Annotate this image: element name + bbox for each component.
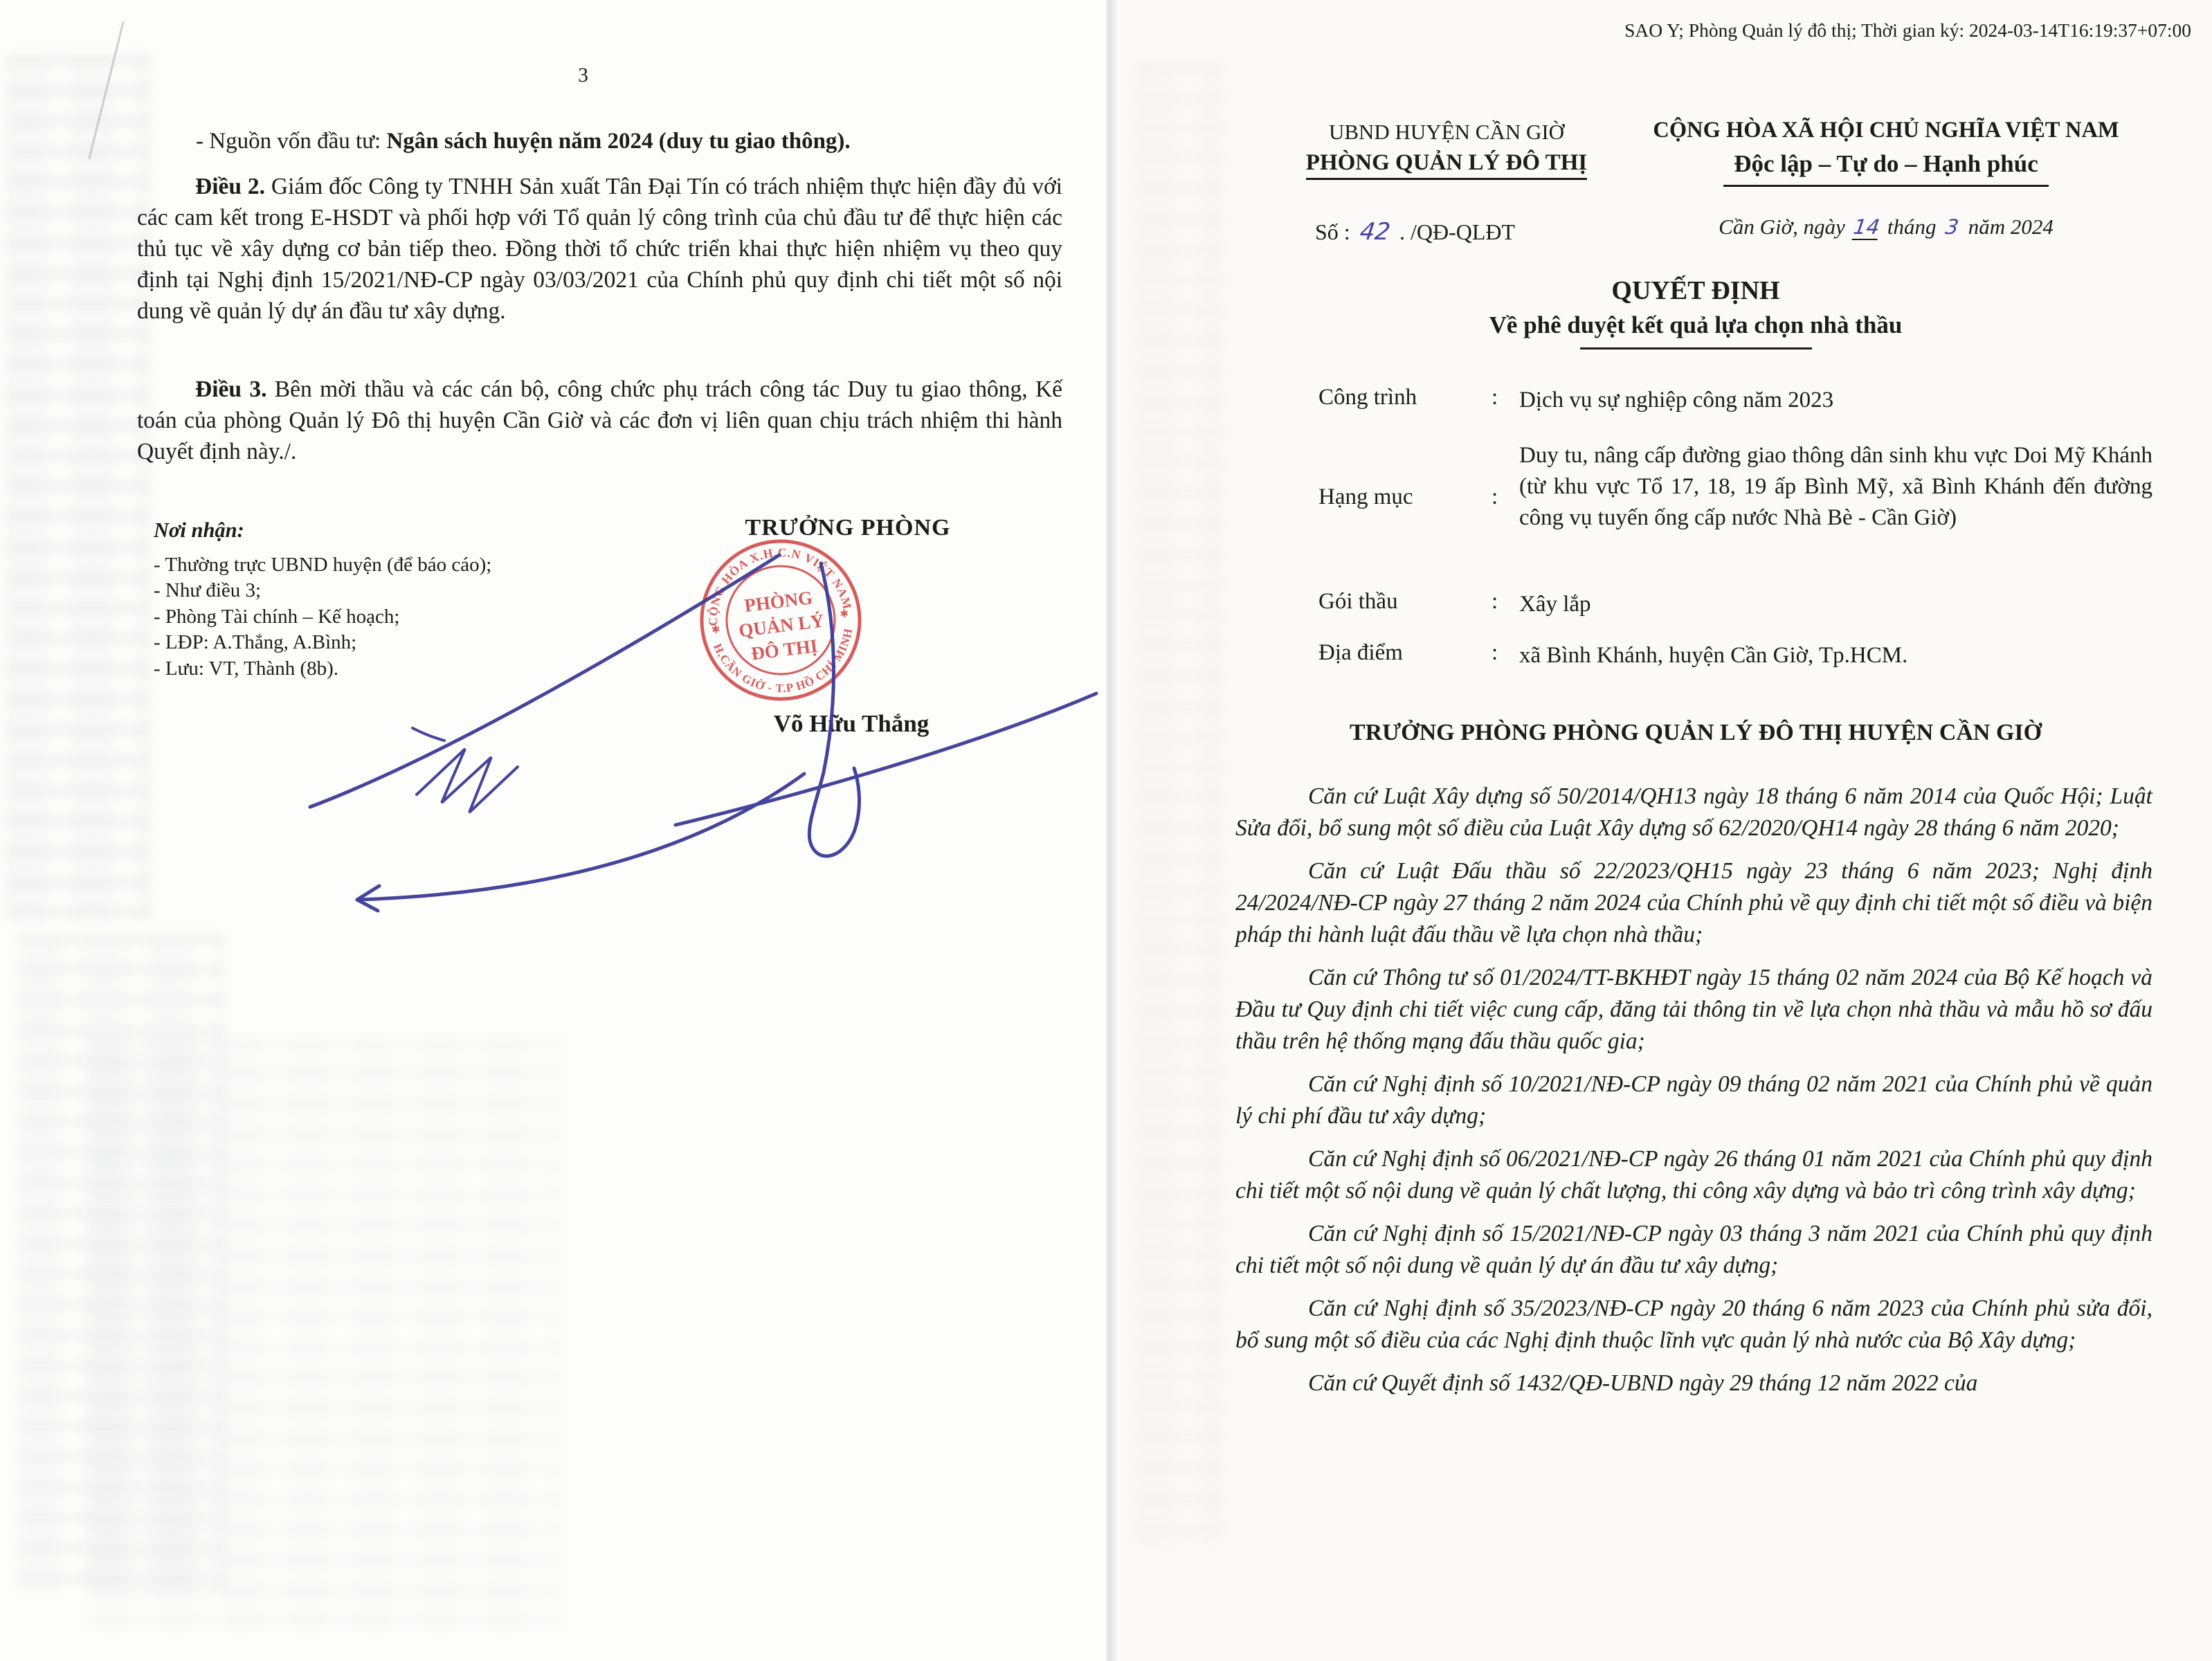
recipient-item: - Lưu: VT, Thành (8b).	[154, 657, 339, 680]
legal-basis-paragraph: Căn cứ Luật Xây dựng số 50/2014/QH13 ngày 18 tháng 6 năm 2014 của Quốc Hội; Luật Sửa đổi, bổ sung một số điều của Luật Xây dựng số 62/2020/QH14 ngày 28 tháng 6 năm 2020;	[1235, 783, 2152, 841]
dateline-prefix: Cần Giờ, ngày	[1719, 215, 1845, 239]
detail-label: Địa điểm	[1318, 640, 1403, 665]
stamp-star-icon: ✱	[839, 608, 850, 621]
stamp-center-line3: ĐÔ THỊ	[750, 635, 819, 664]
legal-basis-paragraph: Căn cứ Quyết định số 1432/QĐ-UBND ngày 29 tháng 12 năm 2022 của	[1308, 1370, 1978, 1396]
stamp-star-icon: ✱	[711, 624, 721, 637]
detail-value: xã Bình Khánh, huyện Cần Giờ, Tp.HCM.	[1519, 643, 1908, 668]
decision-title: QUYẾT ĐỊNH	[1611, 276, 1780, 305]
stamp-top-arc-text: CỘNG HÒA X.H.C.N VIỆT NAM	[705, 545, 855, 626]
scan-crease	[88, 21, 125, 160]
issuer-org	[1280, 149, 1613, 177]
sao-y-certification: SAO Y; Phòng Quản lý đô thị; Thời gian ký: 2024-03-14T16:19:37+07:00	[1624, 19, 2191, 41]
scan-bleedthrough-artifact	[18, 934, 226, 1592]
article-2-body: Giám đốc Công ty TNHH Sản xuất Tân Đại Tín có trách nhiệm thực hiện đầy đủ với các cam kết trong E-HSDT và phối hợp với Tổ quản lý công trình của chủ đầu tư để thực hiện các thủ tục về xây dựng cơ bản tiếp theo. Đồng thời tổ chức triển khai thực hiện nhiệm vụ theo quy định tại Nghị định 15/2021/NĐ-CP ngày 03/03/2021 của Chính phủ quy định chi tiết một số nội dung về quản lý dự án đầu tư xây dựng.	[137, 174, 1062, 324]
article-3-body: Bên mời thầu và các cán bộ, công chức phụ trách công tác Duy tu giao thông, Kế toán của phòng Quản lý Đô thị huyện Cần Giờ và các đơn vị liên quan chịu trách nhiệm thi hành Quyết định này./.	[137, 376, 1063, 464]
detail-colon: :	[1492, 484, 1498, 509]
dateline	[1613, 215, 2159, 240]
article-2	[137, 171, 1062, 327]
detail-value: Xây lắp	[1519, 592, 1591, 617]
funding-amount: Ngân sách huyện năm 2024 (duy tu giao thông).	[386, 129, 851, 154]
detail-colon: :	[1492, 640, 1498, 665]
article-2-lead: Điều 2.	[195, 174, 265, 199]
section-heading: TRƯỞNG PHÒNG PHÒNG QUẢN LÝ ĐÔ THỊ HUYỆN CẦN GIỜ	[1349, 720, 2042, 745]
scan-bleedthrough-artifact	[90, 1038, 561, 1626]
legal-basis-paragraph: Căn cứ Nghị định số 06/2021/NĐ-CP ngày 26 tháng 01 năm 2021 của Chính phủ quy định chi tiết một số nội dung về quản lý chất lượng, thi công xây dựng và bảo trì công trình xây dựng;	[1235, 1146, 2152, 1204]
recipient-item: - LĐP: A.Thắng, A.Bình;	[154, 631, 357, 653]
issuer-org-text: PHÒNG QUẢN LÝ ĐÔ THỊ	[1306, 150, 1587, 180]
recipient-item: - Như điều 3;	[154, 579, 262, 601]
legal-basis-paragraph: Căn cứ Nghị định số 15/2021/NĐ-CP ngày 03 tháng 3 năm 2021 của Chính phủ quy định chi tiết một số nội dung về quản lý dự án đầu tư xây dựng;	[1235, 1221, 2152, 1278]
title-underline	[1580, 347, 1812, 350]
detail-value: Duy tu, nâng cấp đường giao thông dân sinh khu vực Doi Mỹ Khánh (từ khu vực Tổ 17, 18, 19 ấp Bình Mỹ, xã Bình Khánh đến đường công vụ tuyến ống cấp nước Nhà Bè - Cần Giờ)	[1519, 443, 2152, 530]
detail-colon: :	[1492, 589, 1498, 614]
motto-block	[1613, 116, 2159, 187]
doc-number-label: Số :	[1315, 219, 1350, 244]
issuer-block	[1280, 119, 1613, 177]
funding-line	[196, 129, 851, 154]
stamp-center-line2: QUẢN LÝ	[737, 610, 826, 642]
page-seam	[1106, 0, 1117, 1661]
stamp-center-line1: PHÒNG	[743, 587, 814, 617]
signer-title: TRƯỞNG PHÒNG	[745, 515, 951, 541]
doc-number-handwritten: 42	[1357, 218, 1392, 246]
decision-subtitle: Về phê duyệt kết quả lựa chọn nhà thầu	[1489, 311, 1903, 338]
dateline-mid: tháng	[1887, 215, 1937, 239]
recipient-item: - Thường trực UBND huyện (để báo cáo);	[154, 553, 492, 576]
scan-bleedthrough-artifact	[1134, 62, 1224, 1550]
legal-basis-paragraph: Căn cứ Luật Đấu thầu số 22/2023/QH15 ngày 23 tháng 6 năm 2023; Nghị định 24/2024/NĐ-CP ngày 27 tháng 2 năm 2024 của Chính phủ về quy định chi tiết một số điều và biện pháp thi hành luật đấu thầu về lựa chọn nhà thầu;	[1235, 858, 2152, 947]
dateline-suffix: năm 2024	[1968, 215, 2054, 239]
motto-underline	[1723, 185, 2049, 187]
article-3-lead: Điều 3.	[195, 376, 267, 402]
national-motto-line2: Độc lập – Tự do – Hạnh phúc	[1734, 149, 2038, 177]
detail-label: Công trình	[1318, 385, 1417, 410]
dateline-day-handwritten: 14	[1851, 215, 1881, 239]
signature	[291, 415, 1121, 941]
legal-basis-block	[1235, 781, 2152, 1410]
stamp-bottom-arc-text: H.CẦN GIỜ - T.P HỒ CHÍ MINH	[711, 626, 855, 696]
decision-title-block	[1239, 275, 2152, 350]
legal-basis-paragraph: Căn cứ Thông tư số 01/2024/TT-BKHĐT ngày 15 tháng 02 năm 2024 của Bộ Kế hoạch và Đầu tư Quy định chi tiết việc cung cấp, đăng tải thông tin về lựa chọn nhà thầu và mẫu hồ sơ đấu thầu trên hệ thống mạng đấu thầu quốc gia;	[1235, 965, 2152, 1054]
recipients-title: Nơi nhận:	[154, 518, 244, 542]
right-page	[1107, 0, 2212, 1661]
legal-basis-paragraph: Căn cứ Nghị định số 10/2021/NĐ-CP ngày 09 tháng 02 năm 2021 của Chính phủ về quản lý chi phí đầu tư xây dựng;	[1235, 1071, 2152, 1129]
recipient-item: - Phòng Tài chính – Kế hoạch;	[154, 605, 400, 628]
doc-number-suffix: . /QĐ-QLĐT	[1399, 219, 1516, 244]
detail-label: Gói thầu	[1318, 589, 1398, 614]
page-number: 3	[578, 64, 588, 87]
legal-basis-paragraph: Căn cứ Nghị định số 35/2023/NĐ-CP ngày 20 tháng 6 năm 2023 của Chính phủ sửa đổi, bổ sung một số điều của các Nghị định thuộc lĩnh vực quản lý nhà nước của Bộ Xây dựng;	[1235, 1296, 2152, 1353]
detail-colon: :	[1492, 385, 1498, 410]
dateline-month-handwritten: 3	[1943, 215, 1961, 239]
scan-bleedthrough-artifact	[6, 55, 151, 920]
funding-prefix: - Nguồn vốn đầu tư:	[196, 129, 387, 154]
detail-label: Hạng mục	[1318, 484, 1413, 509]
document-number-line	[1315, 218, 1515, 246]
signer-name: Võ Hữu Thắng	[773, 710, 930, 737]
national-motto-line1: CỘNG HÒA XÃ HỘI CHỦ NGHĨA VIỆT NAM	[1653, 118, 2119, 143]
detail-value: Dịch vụ sự nghiệp công năm 2023	[1519, 388, 1834, 412]
issuer-parent-org: UBND HUYỆN CẦN GIỜ	[1328, 120, 1565, 144]
